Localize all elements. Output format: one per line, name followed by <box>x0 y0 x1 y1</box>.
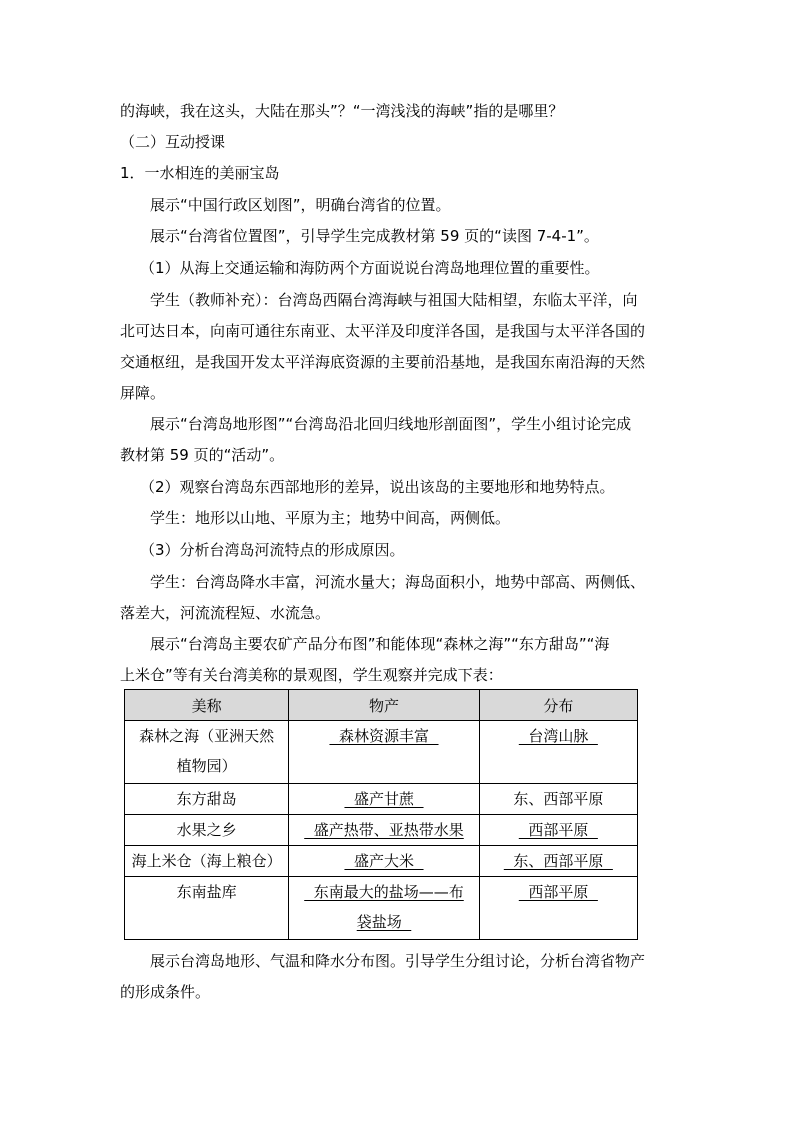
table-cell <box>125 784 289 815</box>
paragraph: 落差大，河流流程短、水流急。 <box>120 604 331 622</box>
table-cell <box>125 846 289 877</box>
table-cell <box>289 877 479 940</box>
paragraph-intro-end: 的海峡，我在这头，大陆在那头”？“一湾浅浅的海峡”指的是哪里？ <box>120 102 564 120</box>
table-cell <box>125 721 289 784</box>
answer-text: 西部平原 <box>518 821 598 839</box>
table-cell <box>289 784 479 815</box>
answer-text: 东南最大的盐场——布 <box>304 883 464 901</box>
paragraph: 的形成条件。 <box>120 983 211 1001</box>
paragraph: 学生：台湾岛降水丰富，河流水量大；海岛面积小，地势中部高、两侧低、 <box>150 573 646 591</box>
paragraph: 屏障。 <box>120 384 166 402</box>
table-cell <box>125 815 289 846</box>
cell-text: 东方甜岛 <box>176 790 237 808</box>
paragraph: 上米仓”等有关台湾美称的景观图，学生观察并完成下表： <box>120 666 503 684</box>
paragraph: 学生：地形以山地、平原为主；地势中间高，两侧低。 <box>150 509 511 527</box>
section-heading: （二）互动授课 <box>120 133 226 151</box>
paragraph: 北可达日本，向南可通往东南亚、太平洋及印度洋各国，是我国与太平洋各国的 <box>120 322 646 340</box>
table-header-row <box>125 690 638 721</box>
table-cell <box>479 784 637 815</box>
answer-text: 盛产大米 <box>344 852 424 870</box>
answer-text: 森林资源丰富 <box>329 727 439 745</box>
paragraph: 展示“台湾省位置图”，引导学生完成教材第 59 页的“读图 7-4-1”。 <box>150 227 599 245</box>
cell-text: 水果之乡 <box>176 821 237 839</box>
cell-text: 东南盐库 <box>176 883 237 901</box>
table-cell <box>479 846 637 877</box>
table-row <box>125 815 638 846</box>
table-row <box>125 877 638 940</box>
answer-text: 台湾山脉 <box>518 727 598 745</box>
cell-text: 海上米仓（海上粮仓） <box>131 852 282 870</box>
question: （2）观察台湾岛东西部地形的差异，说出该岛的主要地形和地势特点。 <box>140 478 615 496</box>
table-cell <box>125 877 289 940</box>
answer-text: 盛产甘蔗 <box>344 790 424 808</box>
table-cell <box>289 721 479 784</box>
paragraph: 交通枢纽，是我国开发太平洋海底资源的主要前沿基地，是我国东南沿海的天然 <box>120 353 646 371</box>
table-cell <box>479 721 637 784</box>
table-header-cell: 分布 <box>479 690 637 721</box>
question: （1）从海上交通运输和海防两个方面说说台湾岛地理位置的重要性。 <box>140 259 600 277</box>
paragraph: 学生（教师补充）：台湾岛西隔台湾海峡与祖国大陆相望，东临太平洋，向 <box>150 291 638 309</box>
answer-text: 东、西部平原 <box>513 790 604 808</box>
question: （3）分析台湾岛河流特点的形成原因。 <box>140 541 405 559</box>
paragraph: 展示“中国行政区划图”，明确台湾省的位置。 <box>150 196 451 214</box>
table-row <box>125 846 638 877</box>
subsection-heading: 1．一水相连的美丽宝岛 <box>120 164 280 182</box>
table-cell <box>289 815 479 846</box>
table-row <box>125 784 638 815</box>
table-header-cell: 美称 <box>125 690 289 721</box>
answer-text: 袋盐场 <box>356 913 412 931</box>
table-row <box>125 721 638 784</box>
table-cell <box>289 846 479 877</box>
paragraph: 展示台湾岛地形、气温和降水分布图。引导学生分组讨论，分析台湾省物产 <box>150 952 646 970</box>
answer-text: 西部平原 <box>518 883 598 901</box>
cell-text: 森林之海（亚洲天然 <box>139 727 275 745</box>
answer-text: 盛产热带、亚热带水果 <box>304 821 464 839</box>
answer-text: 东、西部平原 <box>503 852 613 870</box>
table-cell <box>479 815 637 846</box>
taiwan-products-table <box>124 689 638 940</box>
paragraph: 教材第 59 页的“活动”。 <box>120 446 285 464</box>
table-cell <box>479 877 637 940</box>
table-header-cell: 物产 <box>289 690 479 721</box>
cell-text: 植物园） <box>176 757 237 775</box>
paragraph: 展示“台湾岛主要农矿产品分布图”和能体现“森林之海”“东方甜岛”“海 <box>150 635 610 653</box>
paragraph: 展示“台湾岛地形图”“台湾岛沿北回归线地形剖面图”，学生小组讨论完成 <box>150 415 632 433</box>
